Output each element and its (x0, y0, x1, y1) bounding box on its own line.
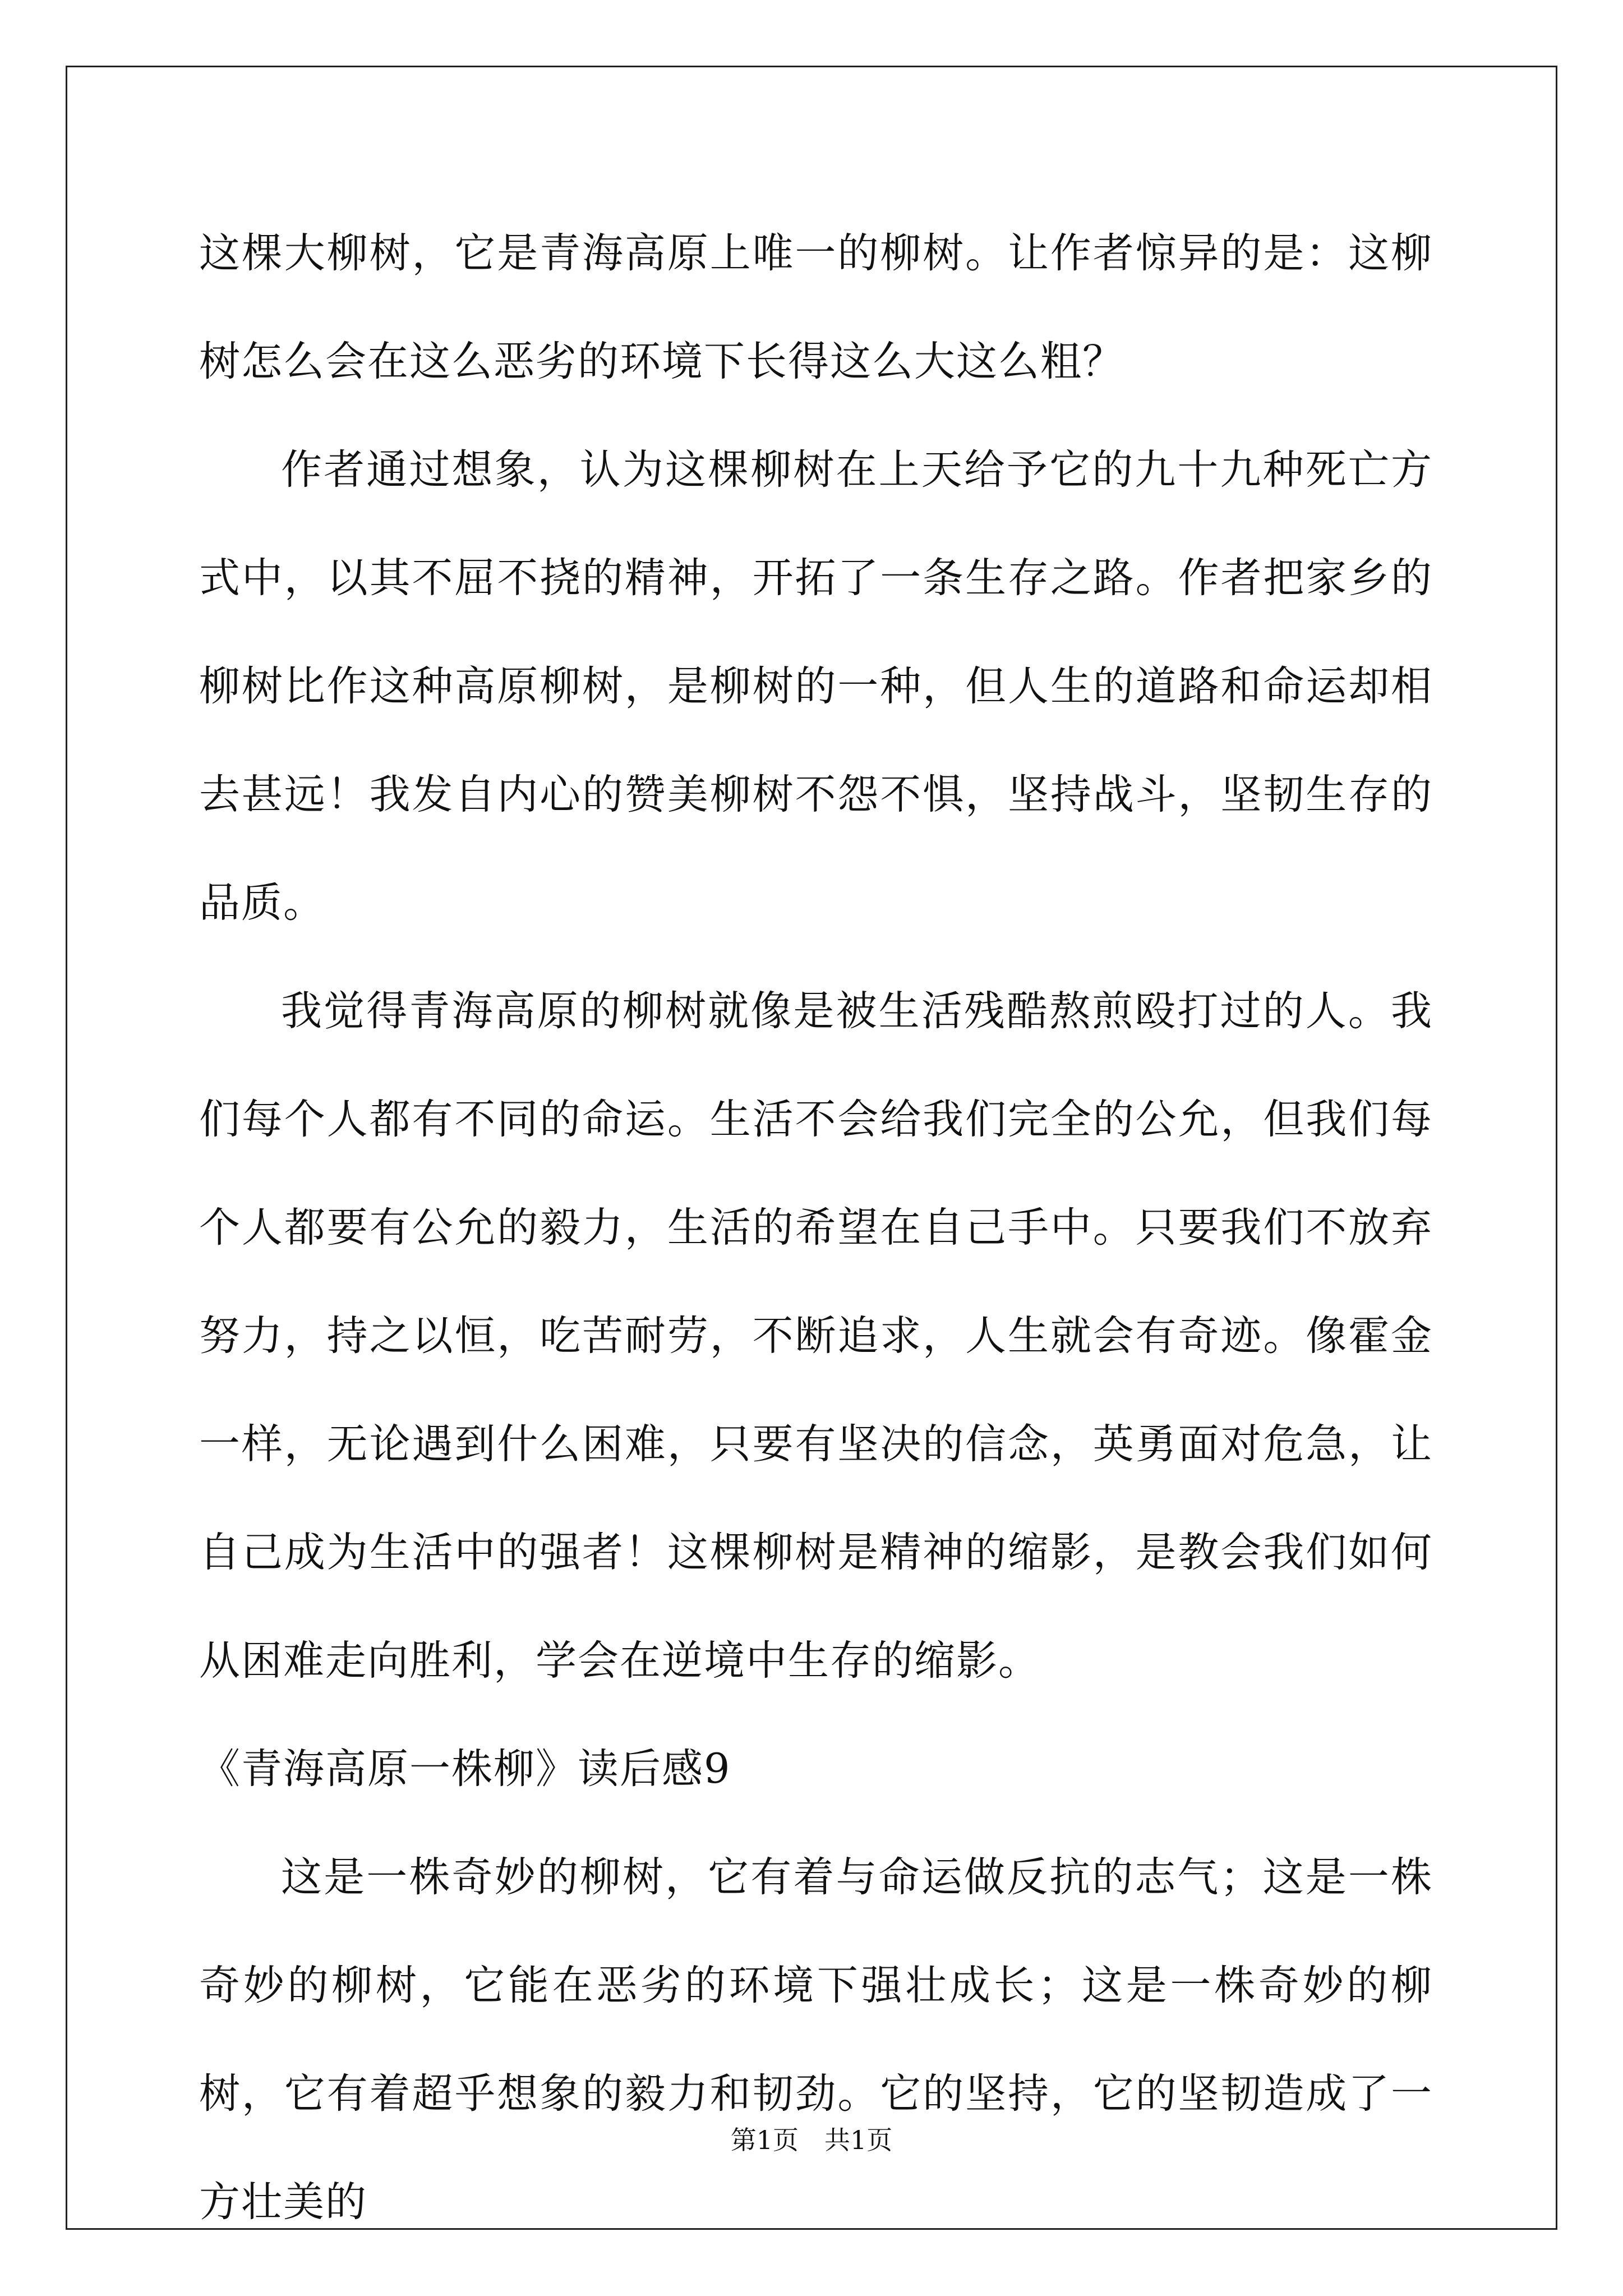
section-paragraph-1: 这是一株奇妙的柳树，它有着与命运做反抗的志气；这是一株奇妙的柳树，它能在恶劣的环境下强壮成长；这是一株奇妙的柳树，它有着超乎想象的毅力和韧劲。它的坚持，它的坚韧造成了一方壮美的 (199, 1853, 1433, 2226)
paragraph-1: 这棵大柳树，它是青海高原上唯一的柳树。让作者惊异的是：这柳树怎么会在这么恶劣的环境下长得这么大这么粗？ (199, 229, 1433, 385)
paragraph-2: 作者通过想象，认为这棵柳树在上天给予它的九十九种死亡方式中，以其不屈不挠的精神，开拓了一条生存之路。作者把家乡的柳树比作这种高原柳树，是柳树的一种，但人生的道路和命运却相去甚远！我发自内心的赞美柳树不怨不惧，坚持战斗，坚韧生存的品质。 (199, 446, 1433, 927)
document-body (199, 199, 1433, 2256)
section-title: 《青海高原一株柳》读后感9 (199, 1745, 731, 1793)
page-number-footer: 第1页 共1页 (730, 2125, 893, 2155)
paragraph-3: 我觉得青海高原的柳树就像是被生活残酷熬煎殴打过的人。我们每个人都有不同的命运。生活不会给我们完全的公允，但我们每个人都要有公允的毅力，生活的希望在自己手中。只要我们不放弃努力，持之以恒，吃苦耐劳，不断追求，人生就会有奇迹。像霍金一样，无论遇到什么困难，只要有坚决的信念，英勇面对危急，让自己成为生活中的强者！这棵柳树是精神的缩影，是教会我们如何从困难走向胜利，学会在逆境中生存的缩影。 (199, 987, 1433, 1685)
